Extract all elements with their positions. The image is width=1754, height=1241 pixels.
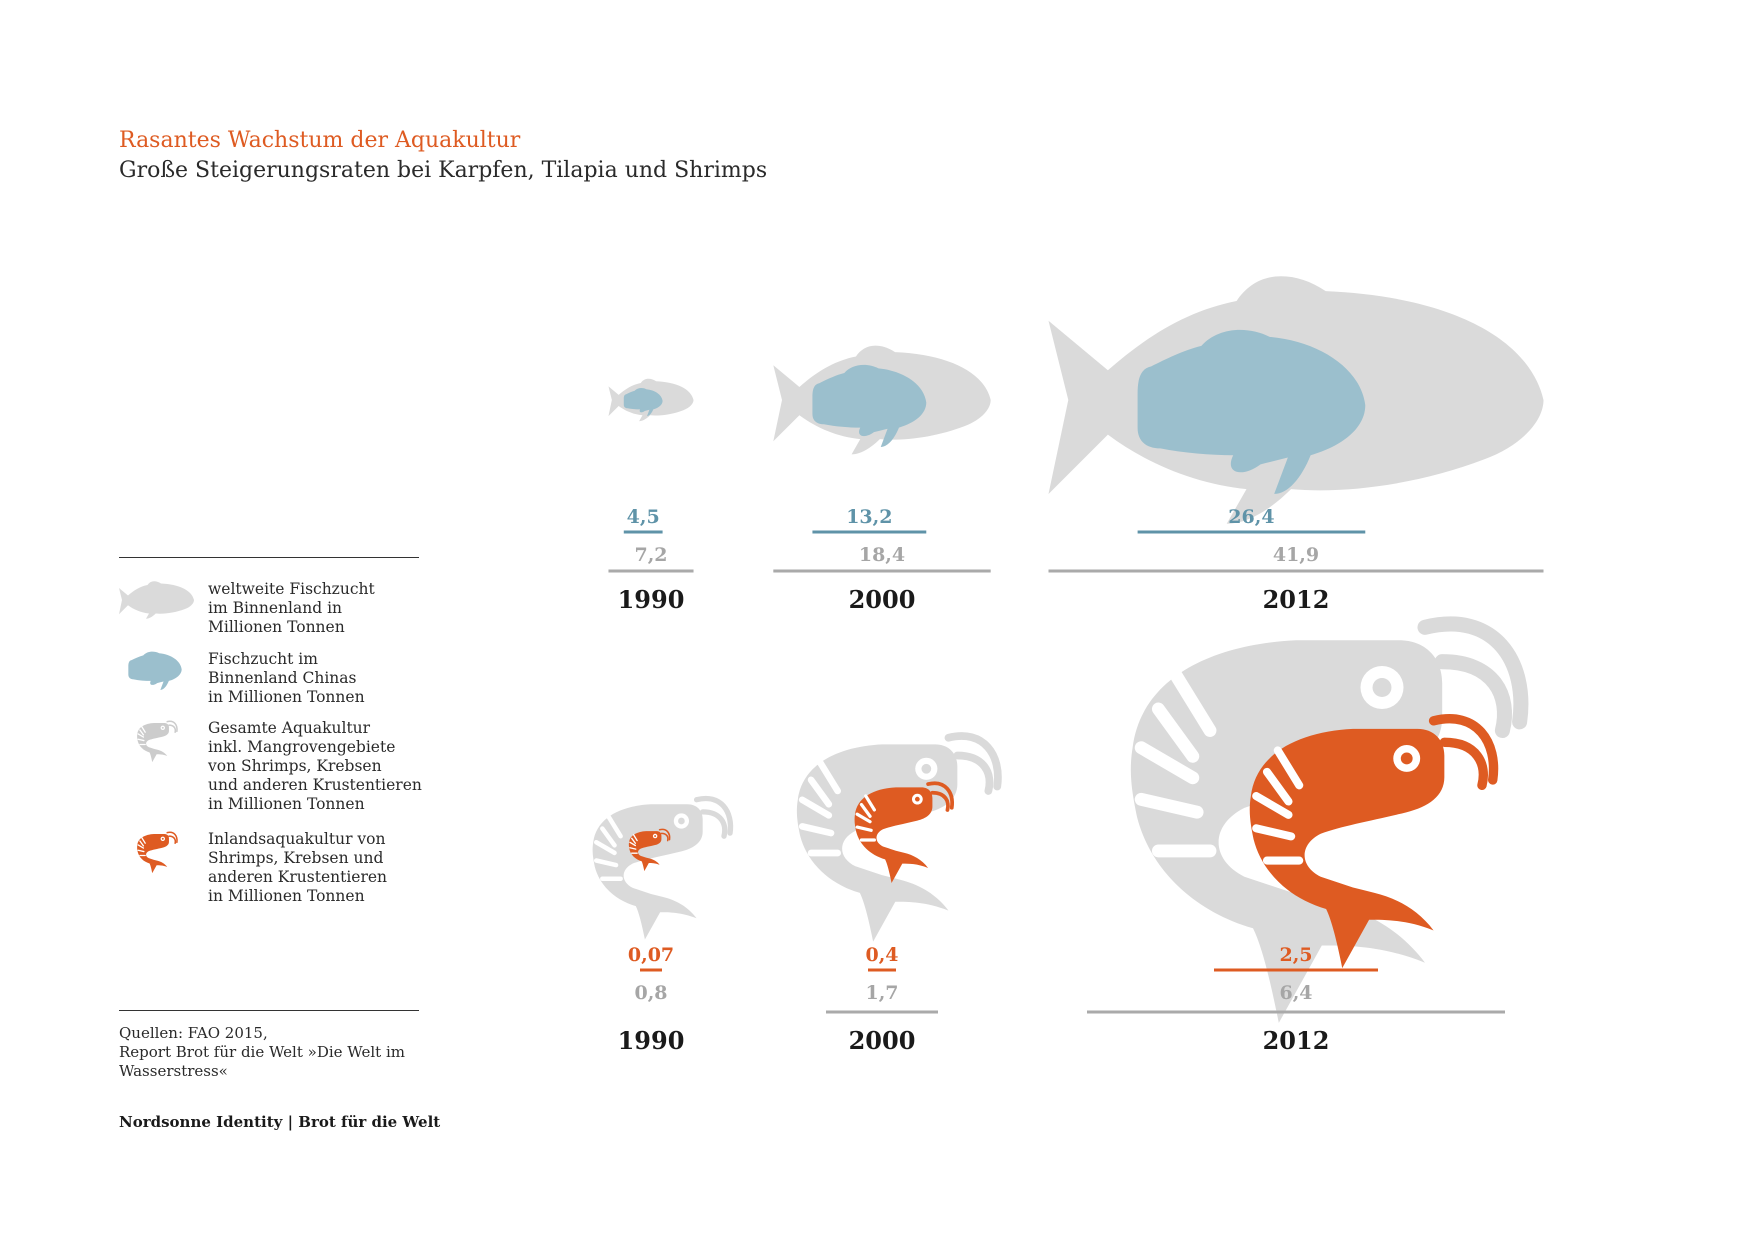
value-orange-2012: 2,5 (1279, 944, 1313, 966)
value-gray-shrimp-2000: 1,7 (865, 982, 899, 1004)
credit-line: Nordsonne Identity | Brot für die Welt (119, 1113, 441, 1131)
value-gray-2012: 41,9 (1272, 544, 1320, 566)
year-label-fish-2012: 2012 (1262, 585, 1330, 614)
sources-note: Quellen: FAO 2015, Report Brot für die Welt »Die Welt im Wasserstress« (119, 1024, 405, 1080)
year-label-fish-1990: 1990 (617, 585, 685, 614)
value-gray-2000: 18,4 (858, 544, 906, 566)
legend-text-total-shrimp: Gesamte Aquakultur inkl. Mangrovengebiete von Shrimps, Krebsen und anderen Krustentieren in Millionen Tonnen (208, 719, 422, 813)
value-gray-1990: 7,2 (634, 544, 668, 566)
shrimp-gray-wrap-2000 (797, 736, 998, 942)
value-blue-2000: 13,2 (846, 506, 893, 528)
year-label-shrimp-1990: 1990 (617, 1026, 685, 1055)
shrimp-gray-1990 (593, 799, 731, 940)
year-label-shrimp-2012: 2012 (1262, 1026, 1330, 1055)
legend-text-china-fish: Fischzucht im Binnenland Chinas in Millionen Tonnen (208, 650, 365, 706)
chart-title: Rasantes Wachstum der Aquakultur (119, 128, 521, 153)
legend-text-inland-shrimp: Inlandsaquakultur von Shrimps, Krebsen und anderen Krustentieren in Millionen Tonnen (208, 830, 388, 905)
value-orange-2000: 0,4 (865, 944, 899, 966)
value-orange-1990: 0,07 (627, 944, 675, 966)
year-label-shrimp-2000: 2000 (848, 1026, 916, 1055)
chart-subtitle: Große Steigerungsraten bei Karpfen, Tilapia und Shrimps (119, 158, 768, 183)
shrimp-gray-wrap-1990 (593, 799, 731, 940)
value-gray-shrimp-2012: 6,4 (1279, 982, 1313, 1004)
year-label-fish-2000: 2000 (848, 585, 916, 614)
value-blue-1990: 4,5 (626, 506, 660, 528)
legend-text-global-fish: weltweite Fischzucht im Binnenland in Millionen Tonnen (208, 580, 375, 636)
shrimp-gray-2000 (797, 736, 998, 942)
value-blue-2012: 26,4 (1228, 506, 1275, 528)
value-gray-shrimp-1990: 0,8 (634, 982, 668, 1004)
